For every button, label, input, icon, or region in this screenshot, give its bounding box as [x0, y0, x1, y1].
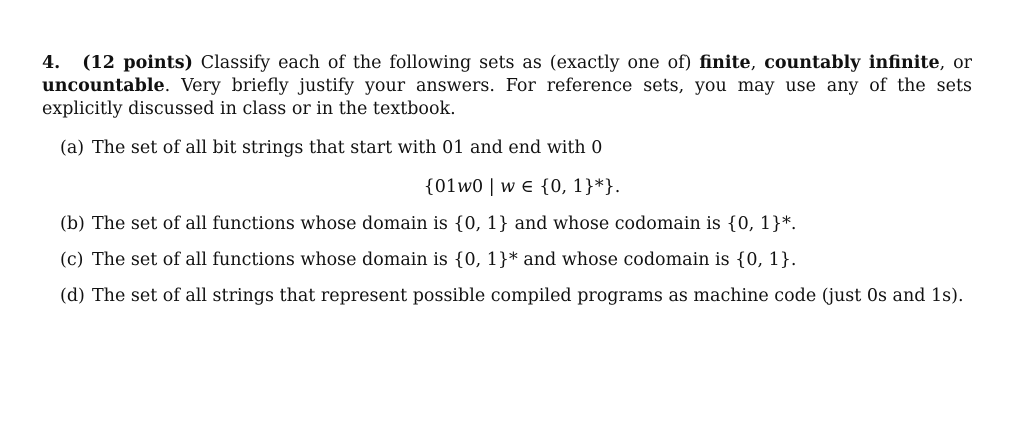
part-b-text: The set of all functions whose domain is {0, 1} and whose codomain is {0, 1}*. — [92, 214, 797, 234]
problem-number: 4. — [42, 53, 61, 73]
term-uncountable: uncountable — [42, 76, 165, 96]
part-d-label: (d) — [60, 286, 85, 306]
part-c-text: The set of all functions whose domain is {0, 1}* and whose codomain is {0, 1}. — [92, 250, 797, 270]
part-d-text: The set of all strings that represent possible compiled programs as machine code (just 0s and 1s). — [92, 286, 964, 306]
intro-text-1: Classify each of the following sets as (exactly one of) — [192, 53, 700, 73]
term-countably-infinite: countably infinite — [764, 53, 940, 73]
math-var-w-2: w — [500, 177, 516, 197]
part-a-text: The set of all bit strings that start with 01 and end with 0 — [92, 138, 603, 158]
math-mid: 0 | — [472, 177, 501, 197]
part-c — [60, 249, 972, 272]
part-c-label: (c) — [60, 250, 84, 270]
math-open: {01 — [423, 177, 458, 197]
parts-list — [42, 137, 972, 308]
intro-text-2: . Very briefly justify your answers. For reference sets, you may use any of the sets explicitly discussed in class or in the textbook. — [42, 76, 972, 119]
intro-or: , or — [939, 53, 972, 73]
part-b-label: (b) — [60, 214, 85, 234]
part-a-label: (a) — [60, 138, 85, 158]
term-finite: finite — [699, 53, 751, 73]
problem-intro — [42, 52, 972, 121]
part-d — [60, 285, 972, 308]
math-var-w: w — [457, 177, 473, 197]
part-a — [60, 137, 972, 160]
problem-4 — [42, 52, 972, 308]
problem-points: (12 points) — [82, 53, 193, 73]
intro-comma: , — [750, 53, 765, 73]
math-rest: ∈ {0, 1}*}. — [515, 177, 621, 197]
part-b — [60, 213, 972, 236]
set-builder-expression — [42, 176, 972, 199]
